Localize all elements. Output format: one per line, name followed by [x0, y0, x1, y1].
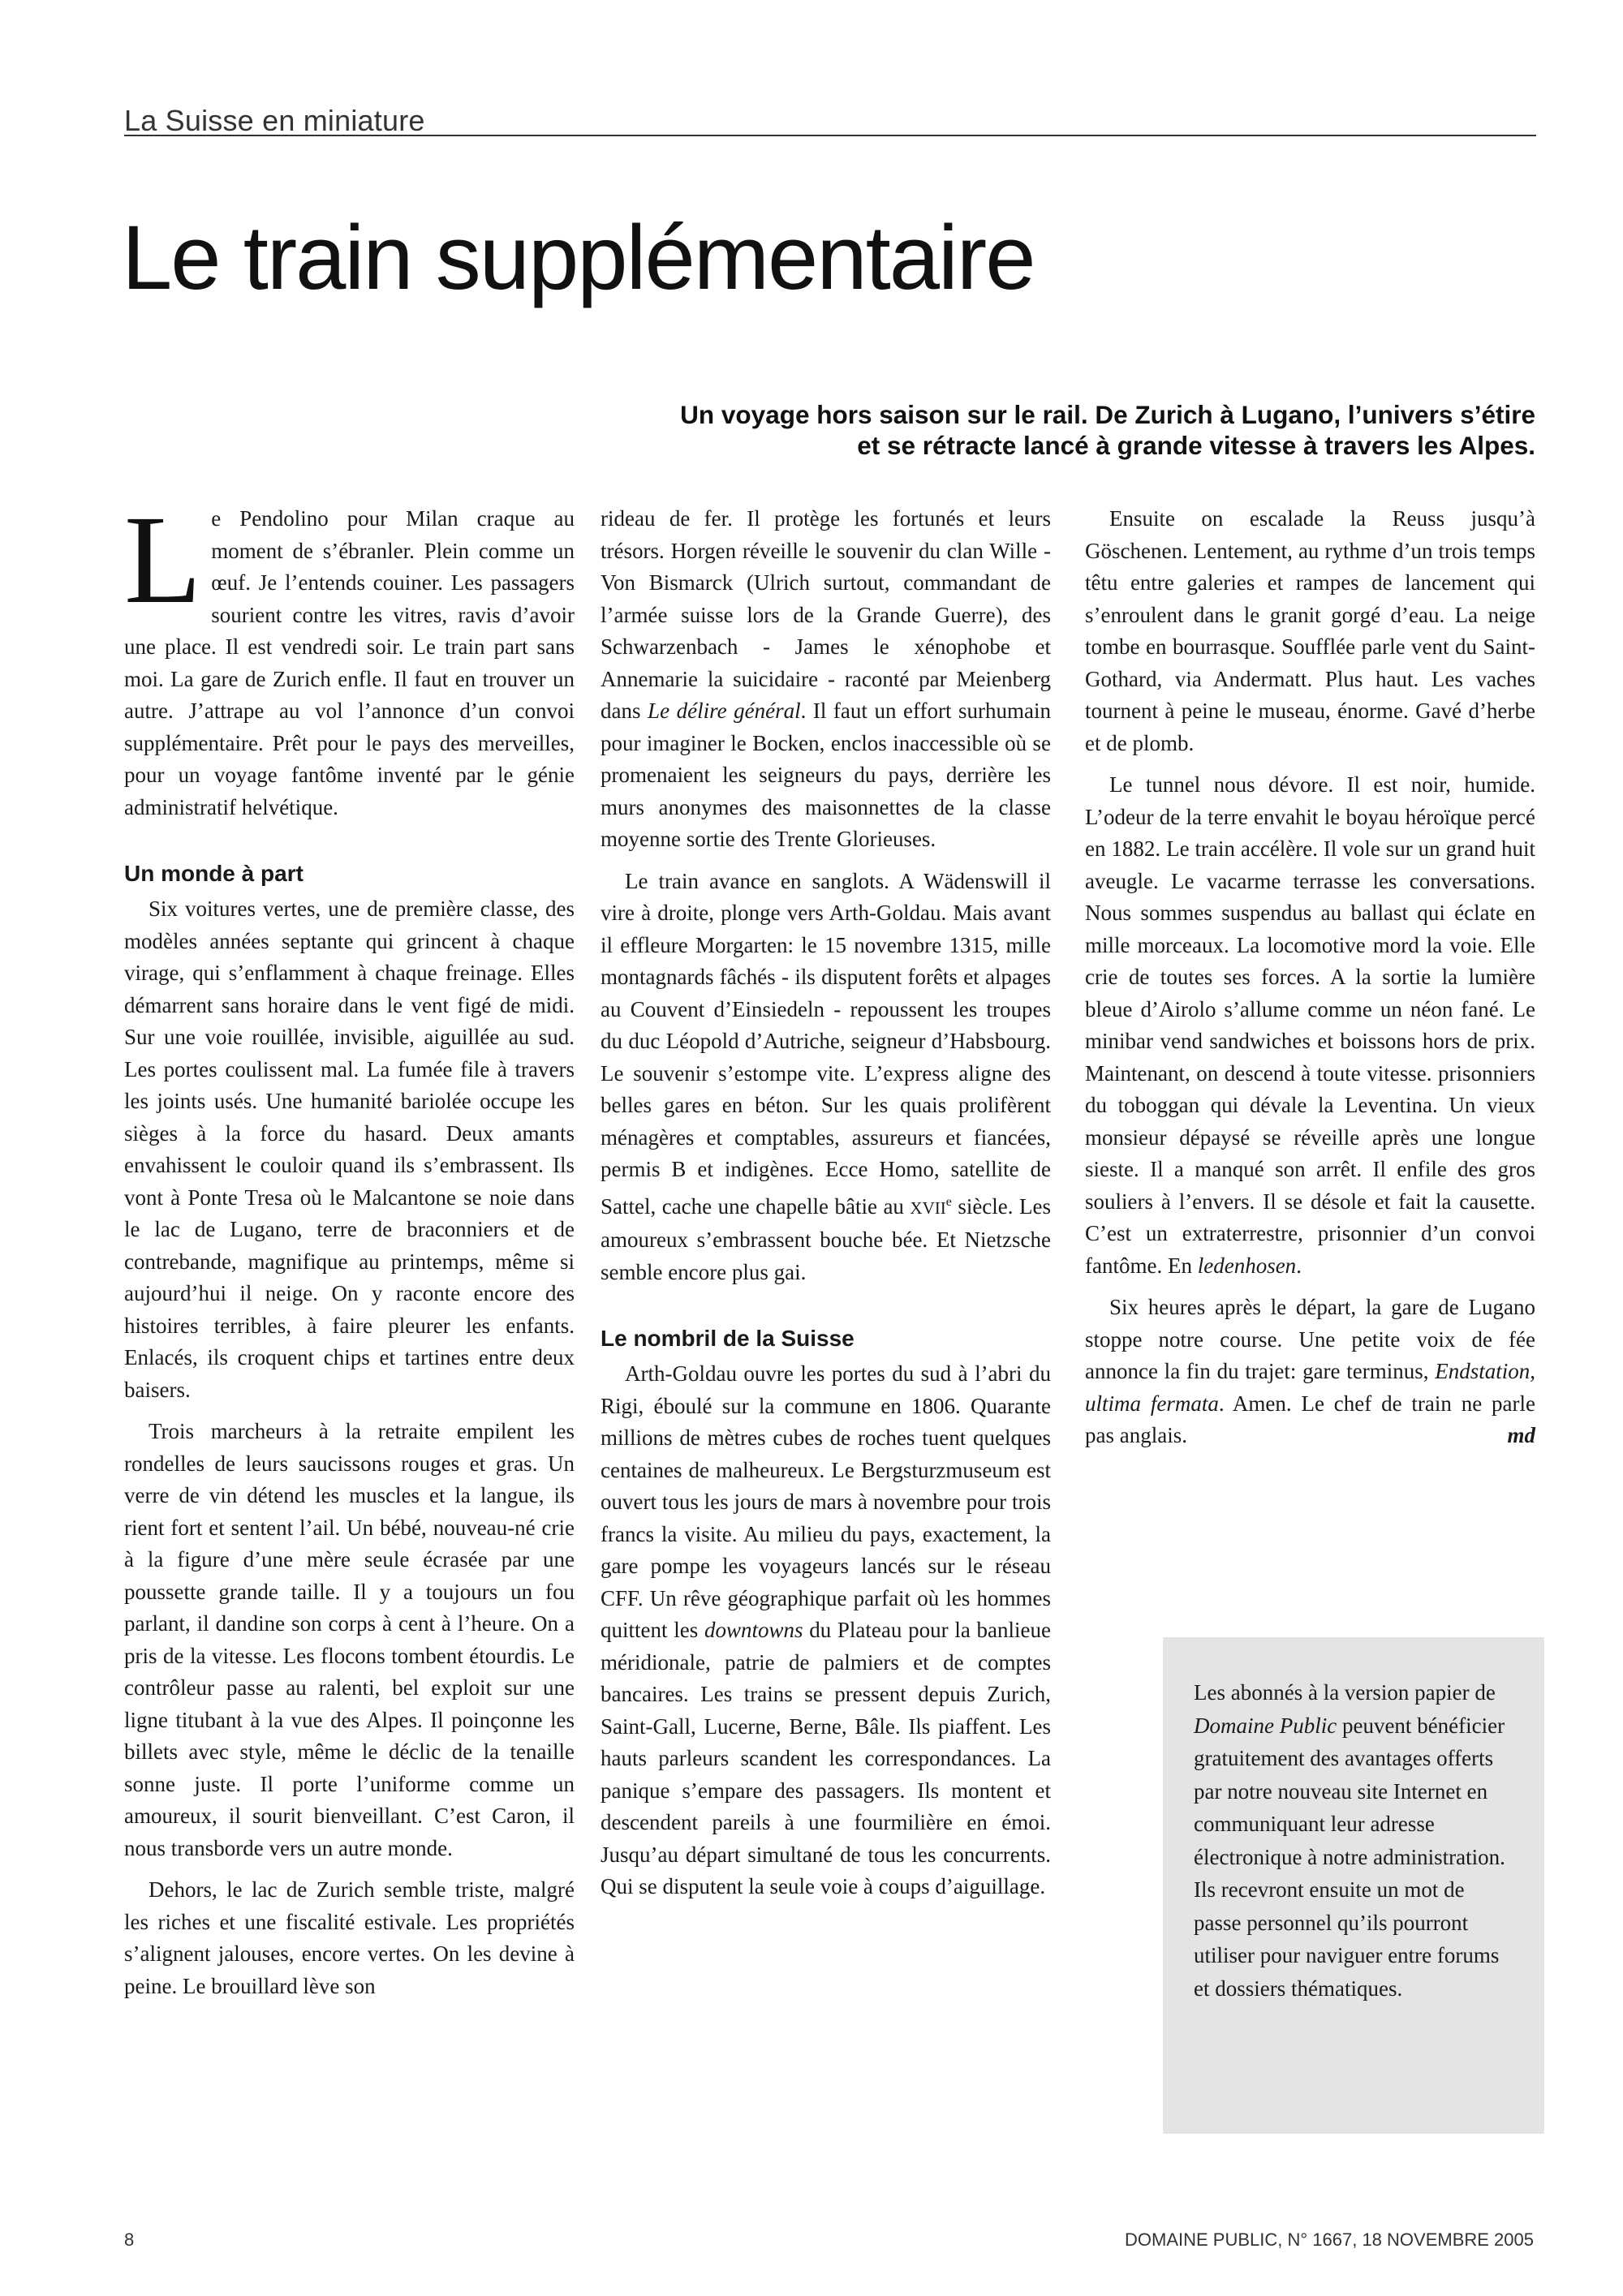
emphasis: downtowns [704, 1618, 803, 1642]
subheading-nombril: Le nombril de la Suisse [601, 1326, 855, 1351]
century-superscript: e [945, 1194, 952, 1209]
century-numeral: XVII [910, 1197, 946, 1218]
column-1 [124, 489, 575, 2012]
paragraph-continued [601, 503, 1051, 856]
drop-cap: L [124, 489, 202, 630]
intro-text: e Pendolino pour Milan craque au moment de s’ébranler. Plein comme un œuf. Je l’entends couiner. Les passagers sourient contre les vitres, ravis d’avoir une place. Il est vendredi soir. Le train part sans moi. La gare de Zurich enfle. Il faut en trouver un autre. J’attrape au vol l’annonce d’un convoi supplémentaire. Prêt pour le pays des merveilles, pour un voyage fantôme inventé par le génie administratif helvétique. [124, 506, 575, 819]
text-run: Arth-Goldau ouvre les portes du sud à l’abri du Rigi, éboulé sur la commune en 1806. Quarante millions de mètres cubes de roches tuent quelques centaines de malheureux. Le Bergsturzmuseum est ouvert tous les jours de mars à novembre pour trois francs la visite. Au milieu du pays, exactement, la gare pompe les voyageurs lancés sur le réseau CFF. Un rêve géographique parfait où les hommes quittent les [601, 1361, 1051, 1642]
text-run: Six heures après le départ, la gare de Lugano stoppe notre course. Une petite voix de fée annonce la fin du trajet: gare terminus, [1085, 1295, 1535, 1383]
paragraph [1085, 769, 1535, 1282]
text-run: . Amen. Le chef de train ne parle pas anglais. [1085, 1391, 1535, 1447]
paragraph [601, 1358, 1051, 1903]
text-run: siècle. Les amoureux s’embrassent bouche bée. Et Nietzsche semble encore plus gai. [601, 1193, 1051, 1284]
text-run: . [1296, 1253, 1302, 1278]
text-run: peuvent bénéficier gratuitement des avantages offerts par notre nouveau site Internet en communiquant leur adresse électronique à notre administration. [1194, 1713, 1505, 1869]
article-lede [399, 399, 1535, 461]
text-run: du Plateau pour la banlieue méridionale, patrie de palmiers et de comptes bancaires. Les trains se pressent depuis Zurich, Saint-Gall, Lucerne, Berne, Bâle. Ils piaffent. Les hauts parleurs scandent les correspondances. La panique s’empare des passagers. Ils montent et descendent pareils à une fourmilière en émoi. Jusqu’au départ simultané de tous les concurrents. Qui se disputent la seule voie à coups d’aiguillage. [601, 1618, 1051, 1898]
paragraph [601, 866, 1051, 1289]
intro-paragraph [124, 489, 575, 823]
paragraph: Six voitures vertes, une de première classe, des modèles années septante qui grincent à chaque virage, qui s’enflamment à chaque freinage. Elles démarrent sans horaire dans le vent figé de midi. Sur une voie rouillée, invisible, aiguillée au sud. Les portes coulissent mal. La fumée file à travers les joints usés. Une humanité bariolée occupe les sièges à la force du hasard. Deux amants envahissent le couloir quand ils s’embrassent. Ils vont à Ponte Tresa où le Malcantone se noie dans le lac de Lugano, terre de braconniers et de contrebande, magnifique au printemps, même si aujourd’hui il neige. On y raconte encore des histoires terribles, à faire pleurer les enfants. Enlacés, ils croquent chips et tartines entre deux baisers. [124, 896, 575, 1402]
paragraph [1085, 1292, 1535, 1452]
publication-footer: DOMAINE PUBLIC, N° 1667, 18 NOVEMBRE 2005 [1125, 2229, 1534, 2250]
emphasis: ledenhosen [1197, 1253, 1297, 1278]
notice-paragraph: Ils recevront ensuite un mot de passe personnel qu’ils pourront utiliser pour naviguer entre forums et dossiers thématiques. [1194, 1877, 1500, 2001]
page-number: 8 [124, 2229, 135, 2250]
text-run: Les abonnés à la version papier de [1194, 1680, 1496, 1705]
text-run: Le tunnel nous dévore. Il est noir, humide. L’odeur de la terre envahit le boyau héroïque percé en 1882. Le train accélère. Il vole sur un grand huit aveugle. Le vacarme terrasse les conversations. Nous sommes suspendus au ballast qui éclate en mille morceaux. La locomotive mord la voie. Elle crie de toutes ses forces. A la sortie la lumière bleue d’Airolo s’allume comme un néon fané. Le minibar vend sandwiches et boissons hors de prix. Maintenant, on descend à toute vitesse. prisonniers du toboggan qui dévale la Leventina. Un vieux monsieur dépaysé se réveille après une longue sieste. Il a manqué son arrêt. Il enfile des gros souliers à l’envers. Il se désole et fait la causette. C’est un extraterrestre, prisonnier d’un convoi fantôme. En [1085, 772, 1535, 1278]
author-signature: md [1507, 1423, 1535, 1447]
paragraph: Dehors, le lac de Zurich semble triste, malgré les riches et une fiscalité estivale. Les propriétés s’alignent jalouses, encore vertes. On les devine à peine. Le brouillard lève son [124, 1877, 575, 1998]
column-3 [1085, 503, 1535, 1462]
lede-line-2: et se rétracte lancé à grande vitesse à travers les Alpes. [857, 431, 1535, 460]
paragraph: Trois marcheurs à la retraite empilent les rondelles de leurs saucissons rouges et gras. Un verre de vin détend les muscles et la langue, ils rient fort et sentent l’ail. Un bébé, nouveau-né crie à la figure d’une mère seule écrasée par une poussette grande taille. Il y a toujours un fou parlant, il dandine son corps à cent à l’heure. On a pris de la vitesse. Les flocons tombent étourdis. Le contrôleur passe au ralenti, bel exploit sur une ligne titubant à la vue des Alpes. Il poinçonne les billets avec style, même le déclic de la tenaille sonne juste. Il porte l’uniforme comme un amoureux, il sourit bienveillant. C’est Caron, il nous transborde vers un autre monde. [124, 1419, 575, 1860]
emphasis: Endstation, ultima fermata [1085, 1359, 1535, 1416]
text-run: Le train avance en sanglots. A Wädenswill il vire à droite, plonge vers Arth-Goldau. Mais avant il effleure Morgarten: le 15 novembre 1315, mille montagnards fâchés - ils disputent forêts et alpages au Couvent d’Einsiedeln - repoussent les troupes du duc Léopold d’Autriche, seigneur d’Habsbourg. Le souvenir s’estompe vite. L’express aligne des belles gares en béton. Sur les quais prolifèrent ménagères et comptables, assureurs et fiancées, permis B et indigènes. Ecce Homo, satellite de Sattel, cache une chapelle bâtie au [601, 868, 1051, 1219]
lede-line-1: Un voyage hors saison sur le rail. De Zurich à Lugano, l’univers s’étire [680, 400, 1535, 429]
subheading-monde: Un monde à part [124, 861, 304, 886]
text-run: rideau de fer. Il protège les fortunés et leurs trésors. Horgen réveille le souvenir du clan Wille - Von Bismarck (Ulrich surtout, commandant de l’armée suisse lors de la Grande Guerre), des Schwarzenbach - James le xénophobe et Annemarie la suicidaire - raconté par Meienberg dans [601, 506, 1051, 723]
column-2 [601, 503, 1051, 1913]
header-rule [124, 135, 1536, 136]
publication-name: Domaine Public [1194, 1713, 1337, 1738]
section-rubric: La Suisse en miniature [124, 104, 425, 137]
article-title: Le train supplémentaire [122, 207, 1035, 308]
subscriber-notice-box [1163, 1637, 1544, 2134]
book-title: Le délire général [648, 699, 801, 723]
notice-paragraph [1194, 1676, 1517, 1873]
paragraph: Ensuite on escalade la Reuss jusqu’à Göschenen. Lentement, au rythme d’un trois temps têtu entre galeries et rampes de lancement qui s’enroulent dans le granit gorgé d’eau. La neige tombe en bourrasque. Soufflée parle vent du Saint-Gothard, via Andermatt. Plus haut. Les vaches tournent à peine le museau, énorme. Gavé d’herbe et de plomb. [1085, 506, 1535, 755]
text-run: . Il faut un effort surhumain pour imaginer le Bocken, enclos inaccessible où se promenaient les seigneurs du pays, derrière les murs anonymes des maisonnettes de la classe moyenne sortie des Trente Glorieuses. [601, 699, 1051, 851]
